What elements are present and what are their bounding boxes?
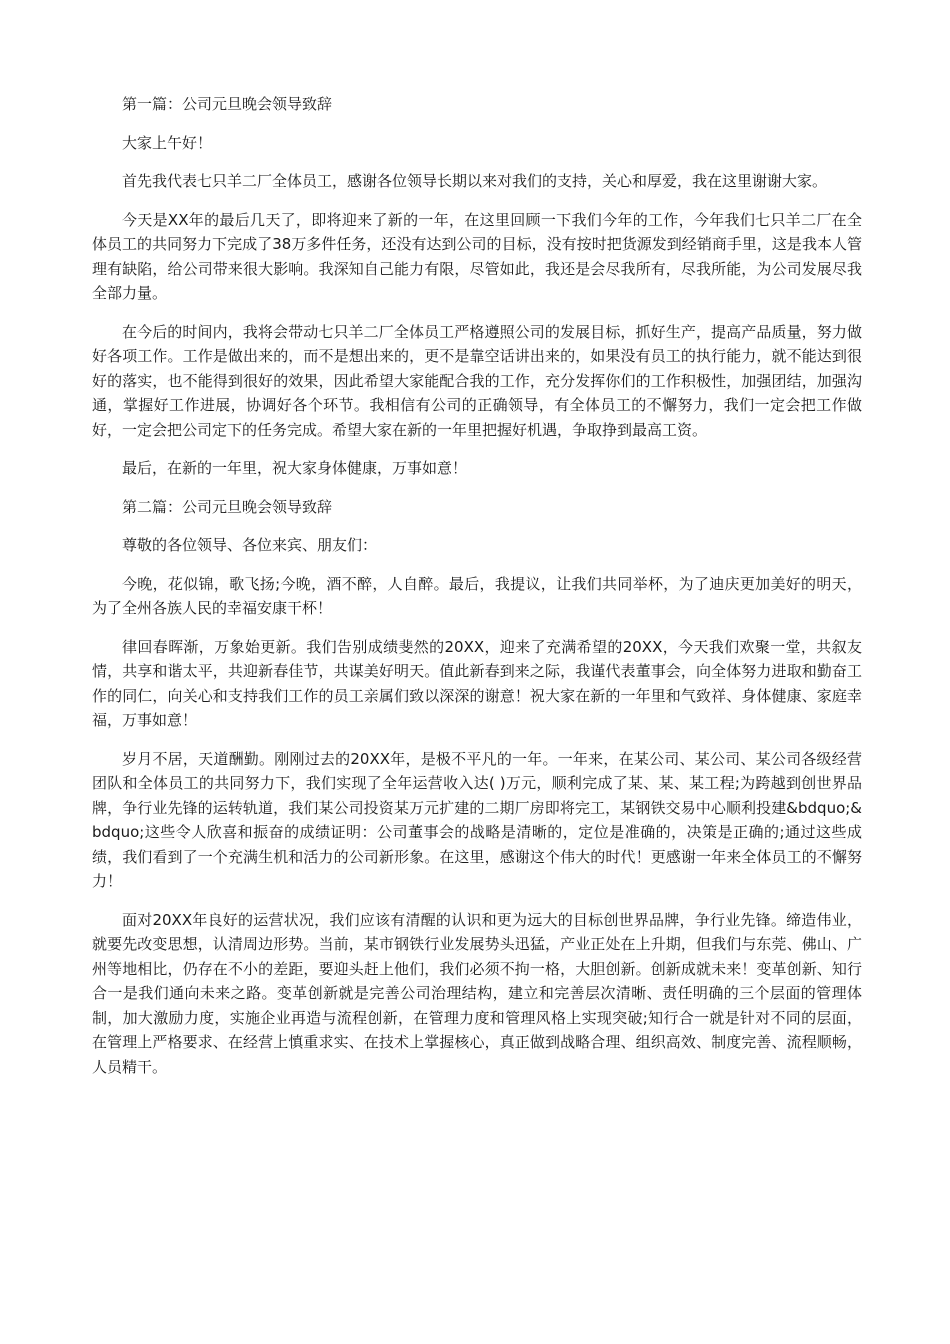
paragraph: 律回春晖渐，万象始更新。我们告别成绩斐然的20XX，迎来了充满希望的20XX，今天我们欢聚一堂，共叙友情，共享和谐太平，共迎新春佳节，共谋美好明天。值此新春到来之际，我谨代表董事会，向全体努力进取和勤奋工作的同仁，向关心和支持我们工作的员工亲属们致以深深的谢意！祝大家在新的一年里和气致祥、身体健康、家庭幸福，万事如意！: [92, 637, 862, 729]
paragraph: 面对20XX年良好的运营状况，我们应该有清醒的认识和更为远大的目标创世界品牌，争行业先锋。缔造伟业，就要先改变思想，认清周边形势。当前，某市钢铁行业发展势头迅猛，产业正处在上升期，但我们与东莞、佛山、广州等地相比，仍存在不小的差距，要迎头赶上他们，我们必须不拘一格，大胆创新。创新成就未来！变革创新、知行合一是我们通向未来之路。变革创新就是完善公司治理结构，建立和完善层次清晰、责任明确的三个层面的管理体制，加大激励力度，实施企业再造与流程创新，在管理力度和管理风格上实现突破;知行合一就是针对不同的层面，在管理上严格要求、在经营上慎重求实、在技术上掌握核心，真正做到战略合理、组织高效、制度完善、流程顺畅，人员精干。: [92, 910, 862, 1076]
paragraph: 今晚，花似锦，歌飞扬;今晚，酒不醉，人自醉。最后，我提议，让我们共同举杯，为了迪庆更加美好的明天，为了全州各族人民的幸福安康干杯！: [92, 574, 862, 617]
paragraph: 今天是XX年的最后几天了，即将迎来了新的一年，在这里回顾一下我们今年的工作，今年我们七只羊二厂在全体员工的共同努力下完成了38万多件任务，还没有达到公司的目标，没有按时把货源发到经销商手里，这是我本人管理有缺陷，给公司带来很大影响。我深知自己能力有限，尽管如此，我还是会尽我所有，尽我所能，为公司发展尽我全部力量。: [92, 210, 862, 302]
section-2-title: 第二篇：公司元旦晚会领导致辞: [122, 497, 333, 516]
section-1-title: 第一篇：公司元旦晚会领导致辞: [122, 95, 333, 113]
paragraph: 岁月不居，天道酬勤。刚刚过去的20XX年，是极不平凡的一年。一年来，在某公司、某公司、某公司各级经营团队和全体员工的共同努力下，我们实现了全年运营收入达( )万元，顺利完成了某、某、某工程;为跨越到创世界品牌，争行业先锋的运转轨道，我们某公司投资某万元扩建的二期厂房即将完工，某钢铁交易中心顺利投建&bdquo;&bdquo;这些令人欣喜和振奋的成绩证明：公司董事会的战略是清晰的，定位是准确的，决策是正确的;通过这些成绩，我们看到了一个充满生机和活力的公司新形象。在这里，感谢这个伟大的时代！更感谢一年来全体员工的不懈努力！: [92, 749, 862, 890]
salutation: 尊敬的各位领导、各位来宾、朋友们：: [122, 536, 378, 554]
document-body: [92, 92, 862, 1093]
paragraph: 首先我代表七只羊二厂全体员工，感谢各位领导长期以来对我们的支持，关心和厚爱，我在这里谢谢大家。: [122, 172, 828, 190]
paragraph: 在今后的时间内，我将会带动七只羊二厂全体员工严格遵照公司的发展目标，抓好生产，提高产品质量，努力做好各项工作。工作是做出来的，而不是想出来的，更不是靠空话讲出来的，如果没有员工的执行能力，就不能达到很好的落实，也不能得到很好的效果，因此希望大家能配合我的工作，充分发挥你们的工作积极性，加强团结，加强沟通，掌握好工作进展，协调好各个环节。我相信有公司的正确领导，有全体员工的不懈努力，我们一定会把工作做好，一定会把公司定下的任务完成。希望大家在新的一年里把握好机遇，争取挣到最高工资。: [92, 322, 862, 439]
paragraph: 最后，在新的一年里，祝大家身体健康，万事如意！: [122, 459, 468, 477]
greeting: 大家上午好！: [122, 133, 213, 152]
